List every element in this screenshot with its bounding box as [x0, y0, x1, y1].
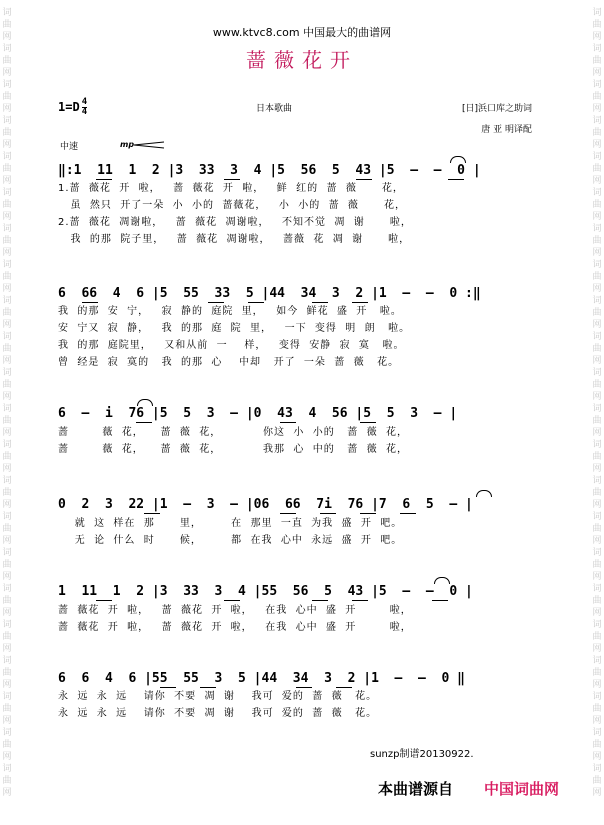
beam — [360, 513, 376, 514]
watermark-glyph: 曲 — [2, 668, 12, 678]
watermark-glyph: 网 — [2, 176, 12, 186]
watermark-glyph: 网 — [2, 572, 12, 582]
watermark-glyph: 词 — [2, 368, 12, 378]
beam — [336, 687, 352, 688]
beam — [320, 513, 336, 514]
beam — [248, 302, 264, 303]
watermark-glyph: 词 — [592, 548, 602, 558]
watermark-glyph: 词 — [2, 548, 12, 558]
beam — [312, 302, 328, 303]
notation-line-5 — [58, 584, 538, 600]
watermark-glyph: 词 — [2, 404, 12, 414]
beam — [280, 422, 296, 423]
watermark-glyph: 词 — [592, 764, 602, 774]
watermark-glyph: 词 — [592, 476, 602, 486]
watermark-glyph: 词 — [592, 224, 602, 234]
notation-text: 6 – i 76 |5 5 3 – |0 43 4 56 |5 5 3 – | — [58, 406, 458, 421]
lyricist-credit: [日]浜口库之助词 — [461, 104, 532, 114]
key-signature — [58, 98, 87, 117]
watermark-glyph: 词 — [592, 116, 602, 126]
song-title: 蔷薇花开 — [246, 48, 358, 72]
watermark-glyph: 词 — [2, 656, 12, 666]
watermark-glyph: 曲 — [592, 344, 602, 354]
watermark-glyph: 曲 — [592, 632, 602, 642]
watermark-glyph: 词 — [2, 332, 12, 342]
watermark-glyph: 曲 — [592, 740, 602, 750]
lyric-line: 蔷 薇花 开 啦， 蔷 薇花 开 啦， 在我 心中 盛 开 啦， — [58, 622, 412, 633]
watermark-glyph: 曲 — [2, 452, 12, 462]
watermark-glyph: 词 — [592, 584, 602, 594]
watermark-glyph: 网 — [592, 500, 602, 510]
watermark-glyph: 词 — [2, 188, 12, 198]
watermark-glyph: 曲 — [592, 128, 602, 138]
tempo-marking: 中速 — [60, 142, 79, 152]
lyric-line: 2.蔷 薇花 凋谢啦， 蔷 薇花 凋谢啦， 不知不觉 凋 谢 啦， — [58, 217, 412, 228]
watermark-glyph: 网 — [592, 716, 602, 726]
key-label: 1=D — [58, 100, 80, 114]
watermark-glyph: 网 — [592, 212, 602, 222]
watermark-glyph: 曲 — [592, 416, 602, 426]
watermark-glyph: 网 — [592, 464, 602, 474]
watermark-glyph: 词 — [2, 116, 12, 126]
watermark-glyph: 网 — [2, 428, 12, 438]
watermark-glyph: 曲 — [592, 704, 602, 714]
watermark-glyph: 词 — [592, 188, 602, 198]
beam — [82, 302, 98, 303]
lyric-line: 蔷 薇 花， 蔷 薇 花， 你这 小 小的 蔷 薇 花， — [58, 427, 408, 438]
slur — [137, 399, 153, 406]
site-url: www.ktvc8.com 中国最大的曲谱网 — [212, 26, 392, 39]
watermark-glyph: 词 — [2, 620, 12, 630]
watermark-glyph: 曲 — [2, 200, 12, 210]
beam — [280, 513, 296, 514]
notation-line-2 — [58, 286, 538, 302]
left-watermark-strip — [0, 0, 14, 825]
watermark-glyph: 网 — [592, 68, 602, 78]
watermark-glyph: 网 — [2, 752, 12, 762]
watermark-glyph: 曲 — [592, 200, 602, 210]
beam — [96, 179, 112, 180]
watermark-glyph: 曲 — [592, 308, 602, 318]
notation-line-6 — [58, 671, 538, 687]
lyric-line: 永 远 永 远 请你 不要 凋 谢 我可 爱的 蔷 薇 花。 — [58, 708, 378, 719]
watermark-glyph: 曲 — [2, 272, 12, 282]
lyric-line: 我 的那 安 宁， 寂 静的 庭院 里， 如今 鲜花 盛 开 啦。 — [58, 306, 402, 317]
lyric-line: 就 这 样在 那 里， 在 那里 一直 为我 盛 开 吧。 — [58, 518, 403, 529]
watermark-glyph: 曲 — [592, 92, 602, 102]
watermark-glyph: 词 — [2, 44, 12, 54]
watermark-glyph: 网 — [592, 680, 602, 690]
watermark-glyph: 网 — [2, 500, 12, 510]
dynamic-marking: mp — [120, 140, 135, 149]
right-watermark-strip — [590, 0, 604, 825]
watermark-glyph: 词 — [592, 332, 602, 342]
fermata — [434, 577, 450, 584]
lyric-line: 虽 然只 开了一朵 小 小的 蔷薇花， 小 小的 蔷 薇 花， — [58, 200, 407, 211]
watermark-glyph: 曲 — [2, 380, 12, 390]
watermark-glyph: 词 — [592, 620, 602, 630]
lyric-line: 曾 经是 寂 寞的 我 的那 心 中却 开了 一朵 蔷 薇 花。 — [58, 357, 400, 368]
watermark-glyph: 网 — [592, 176, 602, 186]
watermark-glyph: 网 — [592, 536, 602, 546]
watermark-glyph: 网 — [2, 392, 12, 402]
watermark-glyph: 曲 — [2, 308, 12, 318]
watermark-glyph: 曲 — [592, 272, 602, 282]
notation-text: 6 6 4 6 |55 55 3 5 |44 34 3 2 |1 – – 0 ‖ — [58, 671, 465, 686]
watermark-glyph: 曲 — [592, 596, 602, 606]
watermark-glyph: 网 — [2, 356, 12, 366]
watermark-glyph: 曲 — [2, 740, 12, 750]
watermark-glyph: 曲 — [592, 20, 602, 30]
beam — [296, 687, 312, 688]
notation-text: 6 66 4 6 |5 55 33 5 |44 34 3 2 |1 – – 0 :‖ — [58, 286, 481, 301]
watermark-glyph: 网 — [2, 680, 12, 690]
watermark-glyph: 曲 — [592, 488, 602, 498]
watermark-glyph: 词 — [592, 728, 602, 738]
watermark-glyph: 网 — [592, 320, 602, 330]
watermark-glyph: 网 — [2, 248, 12, 258]
beam — [96, 600, 112, 601]
watermark-glyph: 曲 — [2, 344, 12, 354]
notation-line-1 — [58, 163, 538, 179]
crescendo-hairpin — [134, 141, 166, 149]
watermark-glyph: 曲 — [592, 560, 602, 570]
watermark-glyph: 词 — [592, 44, 602, 54]
watermark-glyph: 曲 — [2, 632, 12, 642]
watermark-glyph: 网 — [592, 104, 602, 114]
beam — [432, 600, 448, 601]
watermark-glyph: 网 — [2, 608, 12, 618]
watermark-glyph: 曲 — [592, 56, 602, 66]
watermark-glyph: 曲 — [2, 236, 12, 246]
lyric-line: 永 远 永 远 请你 不要 凋 谢 我可 爱的 蔷 薇 花。 — [58, 691, 378, 702]
watermark-glyph: 网 — [592, 644, 602, 654]
watermark-glyph: 网 — [2, 284, 12, 294]
watermark-glyph: 曲 — [2, 20, 12, 30]
watermark-glyph: 词 — [592, 368, 602, 378]
fermata — [450, 156, 466, 163]
beam — [136, 422, 152, 423]
watermark-glyph: 曲 — [592, 236, 602, 246]
watermark-glyph: 词 — [2, 728, 12, 738]
watermark-glyph: 词 — [2, 692, 12, 702]
lyric-line: 安 宁又 寂 静， 我 的那 庭 院 里， 一下 变得 明 朗 啦。 — [58, 323, 411, 334]
beam — [160, 687, 176, 688]
watermark-glyph: 网 — [592, 572, 602, 582]
beam — [144, 513, 160, 514]
watermark-glyph: 网 — [592, 356, 602, 366]
watermark-glyph: 曲 — [592, 668, 602, 678]
notation-line-3 — [58, 406, 538, 422]
watermark-glyph: 曲 — [2, 164, 12, 174]
watermark-glyph: 曲 — [2, 596, 12, 606]
lyric-line: 我 的那 庭院里， 又和从前 一 样， 变得 安静 寂 寞 啦。 — [58, 340, 405, 351]
beam — [400, 513, 416, 514]
beam — [352, 302, 368, 303]
watermark-glyph: 曲 — [2, 488, 12, 498]
lyric-line: 我 的那 院子里， 蔷 薇花 凋谢啦， 蔷薇 花 凋 谢 啦， — [58, 234, 411, 245]
notation-text: 0 2 3 22 |1 – 3 – |06 66 7i 76 |7 6 5 – | — [58, 497, 473, 512]
watermark-glyph: 词 — [2, 296, 12, 306]
watermark-glyph: 词 — [592, 260, 602, 270]
watermark-glyph: 词 — [2, 152, 12, 162]
watermark-glyph: 网 — [592, 284, 602, 294]
watermark-glyph: 曲 — [2, 776, 12, 786]
watermark-glyph: 曲 — [592, 164, 602, 174]
watermark-glyph: 网 — [592, 32, 602, 42]
watermark-glyph: 网 — [592, 428, 602, 438]
watermark-glyph: 网 — [2, 644, 12, 654]
watermark-glyph: 网 — [2, 320, 12, 330]
watermark-glyph: 网 — [592, 392, 602, 402]
beam — [360, 422, 376, 423]
beam — [208, 302, 224, 303]
watermark-glyph: 词 — [592, 656, 602, 666]
watermark-glyph: 词 — [2, 584, 12, 594]
watermark-glyph: 网 — [2, 212, 12, 222]
beam — [448, 179, 464, 180]
watermark-glyph: 网 — [2, 104, 12, 114]
fermata — [476, 490, 492, 497]
watermark-glyph: 词 — [592, 404, 602, 414]
beam — [200, 687, 216, 688]
watermark-glyph: 曲 — [592, 776, 602, 786]
lyric-line: 无 论 什么 时 候， 都 在我 心中 永远 盛 开 吧。 — [58, 535, 403, 546]
watermark-glyph: 网 — [592, 140, 602, 150]
watermark-glyph: 词 — [2, 260, 12, 270]
translator-credit: 唐 亚 明译配 — [481, 125, 532, 135]
watermark-glyph: 网 — [2, 788, 12, 798]
watermark-glyph: 网 — [2, 536, 12, 546]
watermark-glyph: 曲 — [2, 560, 12, 570]
notation-text: 1 11 1 2 |3 33 3 4 |55 56 5 43 |5 – – 0 | — [58, 584, 473, 599]
lyric-line: 蔷 薇 花， 蔷 薇 花， 我那 心 中的 蔷 薇 花， — [58, 444, 408, 455]
song-origin: 日本歌曲 — [256, 104, 293, 114]
watermark-glyph: 曲 — [2, 128, 12, 138]
lyric-line: 1.蔷 薇花 开 啦， 蔷 薇花 开 啦， 鲜 红的 蔷 薇 花， — [58, 183, 404, 194]
watermark-glyph: 曲 — [2, 524, 12, 534]
time-signature: $\frac{4}{4}$ — [81, 97, 88, 117]
watermark-glyph: 网 — [592, 608, 602, 618]
watermark-glyph: 曲 — [2, 416, 12, 426]
watermark-glyph: 网 — [2, 140, 12, 150]
watermark-glyph: 词 — [2, 80, 12, 90]
watermark-glyph: 词 — [592, 512, 602, 522]
watermark-glyph: 词 — [2, 764, 12, 774]
watermark-glyph: 曲 — [592, 452, 602, 462]
watermark-glyph: 网 — [2, 68, 12, 78]
watermark-glyph: 词 — [592, 692, 602, 702]
transcriber-signature: sunzp制谱20130922. — [370, 749, 474, 760]
watermark-glyph: 词 — [2, 8, 12, 18]
beam — [312, 600, 328, 601]
watermark-glyph: 网 — [592, 248, 602, 258]
beam — [224, 179, 240, 180]
beam — [224, 600, 240, 601]
watermark-glyph: 词 — [2, 440, 12, 450]
lyric-line: 蔷 薇花 开 啦， 蔷 薇花 开 啦， 在我 心中 盛 开 啦， — [58, 605, 412, 616]
watermark-glyph: 词 — [592, 440, 602, 450]
watermark-glyph: 曲 — [592, 380, 602, 390]
watermark-glyph: 网 — [592, 752, 602, 762]
watermark-glyph: 词 — [2, 476, 12, 486]
watermark-glyph: 曲 — [2, 704, 12, 714]
watermark-glyph: 网 — [2, 716, 12, 726]
beam — [356, 179, 372, 180]
notation-text: ‖:1 11 1 2 |3 33 3 4 |5 56 5 43 |5 – – 0 | — [58, 163, 481, 178]
watermark-glyph: 词 — [592, 296, 602, 306]
watermark-glyph: 网 — [592, 788, 602, 798]
watermark-glyph: 词 — [592, 80, 602, 90]
watermark-glyph: 曲 — [2, 56, 12, 66]
source-site-link[interactable]: 中国词曲网 — [484, 780, 560, 798]
watermark-glyph: 词 — [2, 224, 12, 234]
watermark-glyph: 词 — [592, 8, 602, 18]
watermark-glyph: 曲 — [592, 524, 602, 534]
watermark-glyph: 曲 — [2, 92, 12, 102]
source-label: 本曲谱源自 — [378, 780, 454, 798]
watermark-glyph: 网 — [2, 32, 12, 42]
notation-line-4 — [58, 497, 538, 513]
watermark-glyph: 词 — [2, 512, 12, 522]
beam — [352, 600, 368, 601]
watermark-glyph: 词 — [592, 152, 602, 162]
watermark-glyph: 网 — [2, 464, 12, 474]
